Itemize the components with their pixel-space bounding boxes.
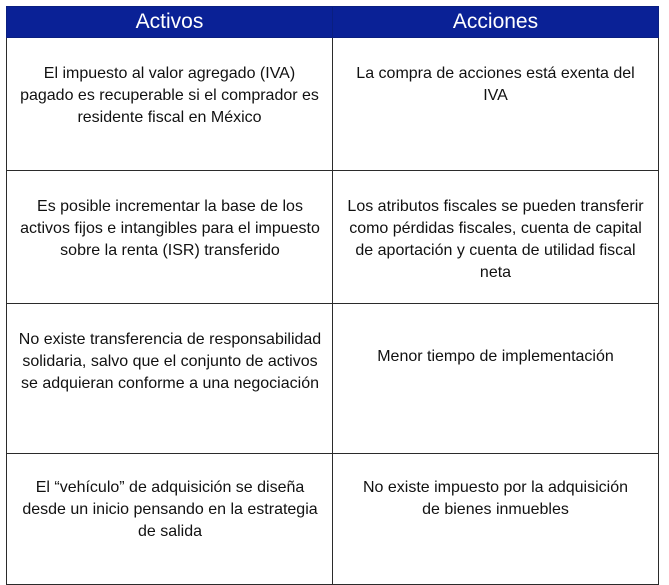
table-cell-acciones <box>333 454 659 585</box>
table-row <box>7 304 659 454</box>
table-row <box>7 38 659 171</box>
table-cell-activos <box>7 38 333 171</box>
table-row <box>7 454 659 585</box>
cell-text: El “vehículo” de adquisición se diseña desde un inicio pensando en la estrategia de salida <box>22 479 318 540</box>
table-cell-activos <box>7 304 333 454</box>
cell-text: La compra de acciones está exenta del IVA <box>356 65 635 104</box>
cell-text: Los atributos fiscales se pueden transferir como pérdidas fiscales, cuenta de capital de aportación y cuenta de utilidad fiscal neta <box>347 198 644 281</box>
table-cell-acciones <box>333 38 659 171</box>
cell-text: Es posible incrementar la base de los activos fijos e intangibles para el impuesto sobre la renta (ISR) transferido <box>20 198 320 259</box>
table-row <box>7 171 659 304</box>
table-cell-activos <box>7 171 333 304</box>
table-cell-activos <box>7 454 333 585</box>
comparison-table-container <box>6 6 658 585</box>
cell-text: Menor tiempo de implementación <box>377 348 614 365</box>
comparison-table <box>6 6 659 585</box>
header-acciones: Acciones <box>333 7 659 38</box>
cell-text: El impuesto al valor agregado (IVA) pagado es recuperable si el comprador es residente fiscal en México <box>20 65 319 126</box>
table-cell-acciones <box>333 304 659 454</box>
cell-text: No existe transferencia de responsabilidad solidaria, salvo que el conjunto de activos se adquieran conforme a una negociación <box>18 331 322 392</box>
table-cell-acciones <box>333 171 659 304</box>
header-row <box>7 7 659 38</box>
cell-text: No existe impuesto por la adquisición de bienes inmuebles <box>362 479 629 518</box>
header-activos: Activos <box>7 7 333 38</box>
